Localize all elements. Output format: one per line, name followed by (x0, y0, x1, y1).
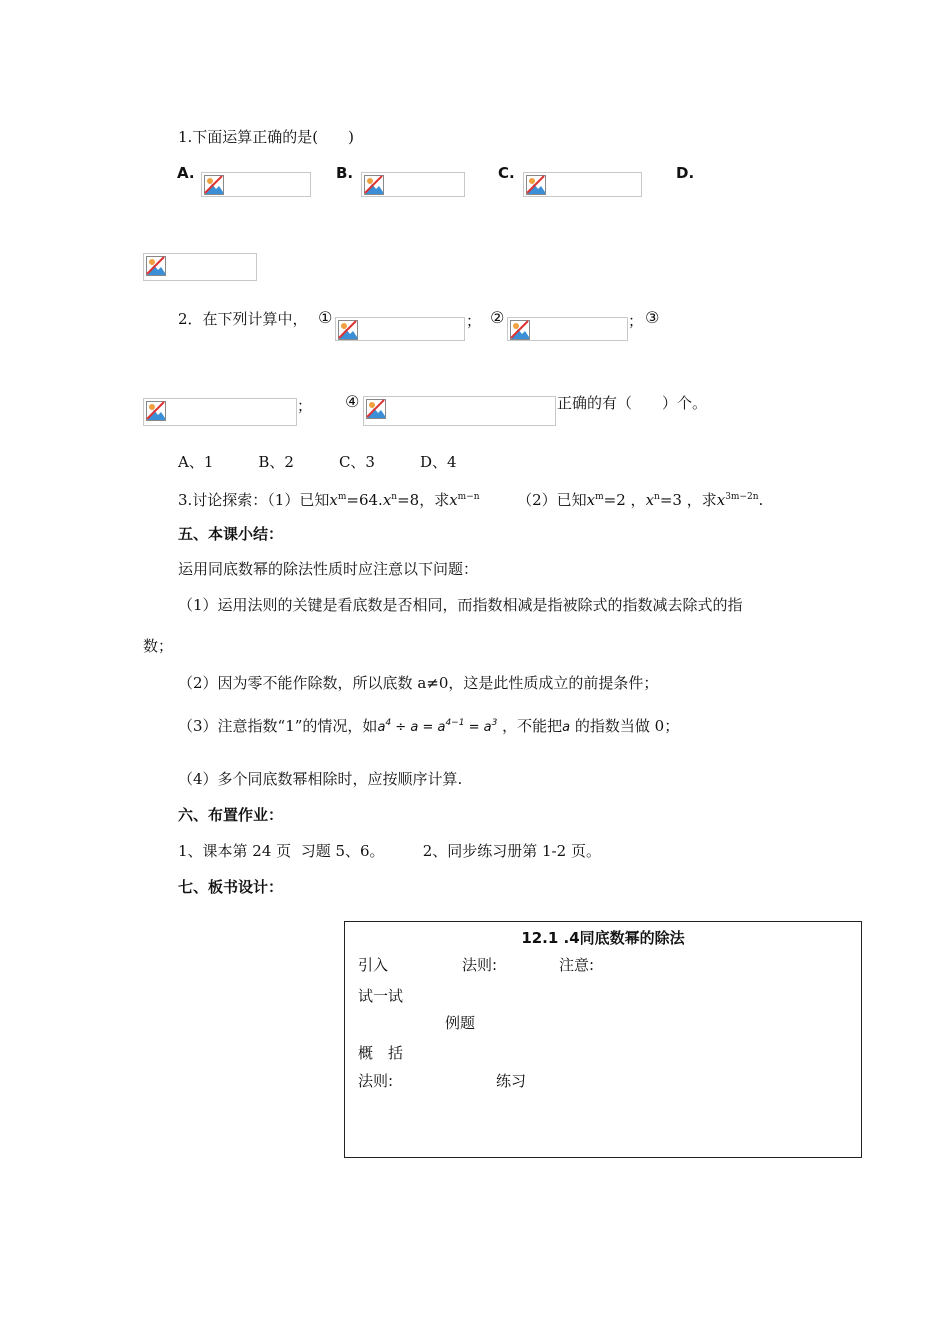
p3-tail: 的指数当做 0； (574, 717, 680, 735)
q1-option-d-label: D. (676, 164, 695, 182)
q2-mark-3: ③ (645, 308, 660, 327)
q3-text: =2 ， (603, 491, 646, 509)
q3-var: x (716, 491, 726, 509)
image-icon (338, 320, 358, 340)
broken-image-placeholder (507, 317, 628, 341)
image-icon (364, 175, 384, 195)
image-icon (146, 256, 166, 276)
q1-stem: 1.下面运算正确的是( ) (178, 128, 355, 146)
section5-point-2: （2）因为零不能作除数，所以底数 a≠0，这是此性质成立的前提条件； (178, 674, 659, 692)
section5-intro: 运用同底数幂的除法性质时应注意以下问题： (178, 560, 479, 578)
board-rule-2: 法则: (358, 1072, 394, 1090)
broken-image-placeholder (143, 253, 257, 281)
q3-lead: 3.讨论探索：（1）已知 (178, 491, 330, 509)
q3-exp: 3m−2n (725, 492, 759, 502)
board-rule: 法则: (462, 956, 498, 974)
q3-line (178, 487, 763, 510)
q3-var: x (449, 491, 458, 509)
image-icon (526, 175, 546, 195)
q1-option-a-label: A. (177, 164, 195, 182)
q2-mark-1: ① (318, 308, 333, 327)
p3-formula: $a^4 \div a = a^{4-1} = a^3$ (377, 718, 498, 735)
q3-var: x (586, 491, 596, 509)
section5-heading: 五、本课小结： (178, 525, 284, 543)
image-icon (510, 320, 530, 340)
q2-separator: ； (297, 397, 313, 415)
q3-var: x (382, 491, 392, 509)
board-practice: 练习 (496, 1072, 527, 1090)
board-try: 试一试 (358, 987, 404, 1005)
q2-separator: ； (628, 312, 644, 330)
broken-image-placeholder (523, 172, 642, 197)
p3-var: a (562, 720, 571, 735)
q3-var: x (329, 491, 338, 509)
broken-image-placeholder (363, 396, 556, 426)
q2-mark-2: ② (490, 308, 505, 327)
blackboard-design-box (344, 921, 862, 1158)
broken-image-placeholder (201, 172, 311, 197)
q3-exp: m (337, 492, 347, 502)
image-icon (146, 401, 166, 421)
q2-mark-4: ④ (345, 392, 360, 411)
q2-choices: A、1 B、2 C、3 D、4 (178, 453, 457, 471)
q2-stem: 2．在下列计算中， (178, 310, 308, 328)
section5-point-4: （4）多个同底数幂相除时，应按顺序计算. (178, 770, 463, 788)
q3-exp: n (391, 492, 398, 502)
section7-heading: 七、板书设计： (178, 878, 284, 896)
p3-mid: ，不能把 (502, 717, 563, 735)
q3-exp: n (654, 492, 660, 502)
board-title: 12.1 .4同底数幂的除法 (521, 929, 685, 947)
broken-image-placeholder (335, 317, 465, 341)
broken-image-placeholder (143, 398, 297, 426)
board-note: 注意: (559, 956, 595, 974)
section5-point-1b: 数； (143, 637, 174, 655)
q3-text: . (758, 491, 764, 509)
p3-lead: （3）注意指数“1”的情况，如 (178, 717, 378, 735)
board-summary: 概 括 (358, 1044, 404, 1062)
q3-exp: m (595, 492, 604, 502)
board-intro: 引入 (358, 956, 389, 974)
q3-text: =64. (346, 491, 383, 509)
q3-var: x (645, 491, 655, 509)
q2-separator: ； (466, 312, 482, 330)
section5-point-1a: （1）运用法则的关键是看底数是否相同，而指数相减是指被除式的指数减去除式的指 (178, 596, 743, 614)
q3-part2-lead: （2）已知 (517, 491, 587, 509)
q2-tail: 正确的有（ ）个。 (557, 394, 708, 412)
section6-heading: 六、布置作业： (178, 806, 284, 824)
q1-option-c-label: C. (498, 164, 515, 182)
q3-text: =8，求 (397, 491, 450, 509)
broken-image-placeholder (361, 172, 465, 197)
board-example: 例题 (445, 1014, 476, 1032)
image-icon (366, 399, 386, 419)
q3-exp: m−n (457, 492, 480, 502)
q1-option-b-label: B. (336, 164, 354, 182)
q3-text: =3 ，求 (659, 491, 717, 509)
image-icon (204, 175, 224, 195)
section6-homework: 1、课本第 24 页 习题 5、6。 2、同步练习册第 1-2 页。 (178, 842, 601, 860)
section5-point-3 (178, 713, 679, 738)
